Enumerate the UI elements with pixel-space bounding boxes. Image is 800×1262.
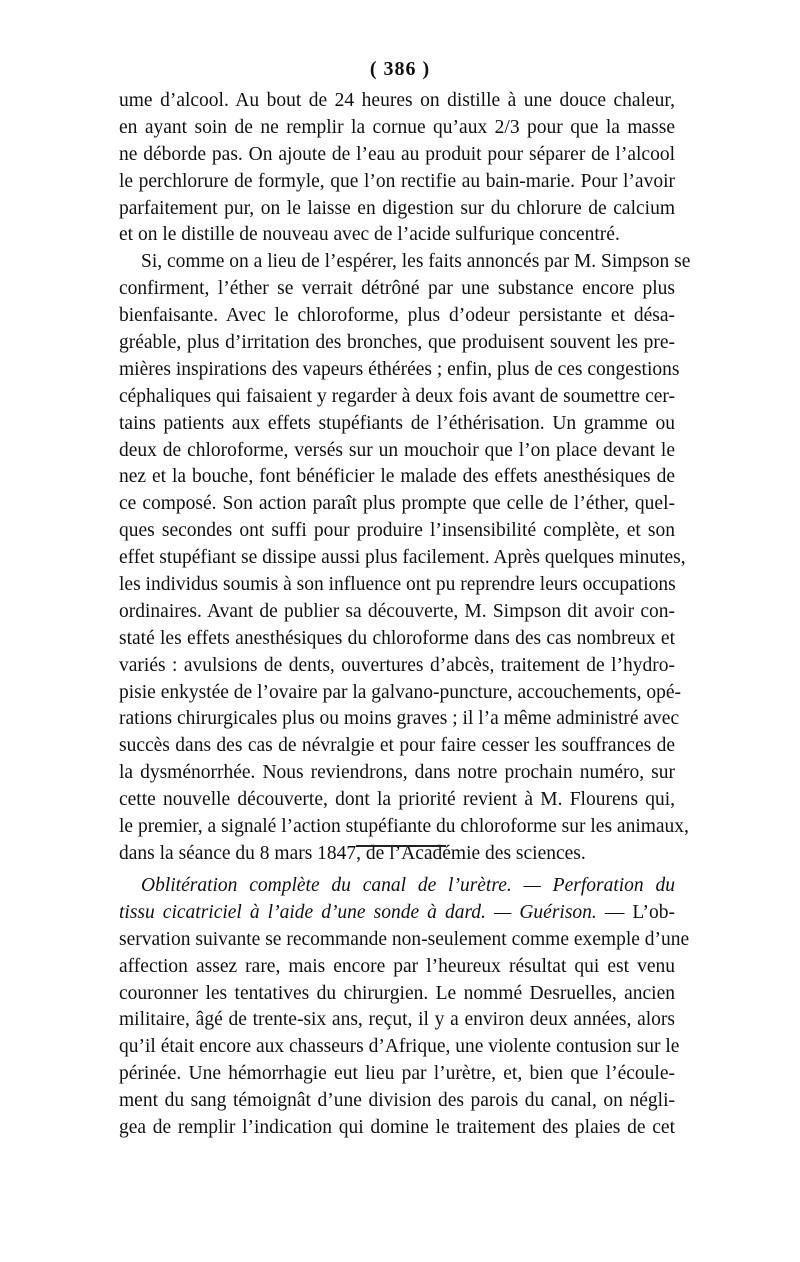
text-line: effet stupéfiant se dissipe aussi plus facilement. Après quelques minutes,	[119, 547, 686, 569]
text-line: le perchlorure de formyle, que l’on rectifie au bain-marie. Pour l’avoir	[119, 170, 675, 192]
section-divider	[356, 845, 446, 847]
text-line: pisie enkystée de l’ovaire par la galvano-puncture, accouchements, opé-	[119, 681, 682, 703]
text-line: affection assez rare, mais encore par l’heureux résultat qui est venu	[119, 955, 675, 977]
text-line: le premier, a signalé l’action stupéfiante du chloroforme sur les animaux,	[119, 816, 689, 838]
text-line: succès dans des cas de névralgie et pour faire cesser les souffrances de	[119, 735, 675, 757]
text-line: qu’il était encore aux chasseurs d’Afrique, une violente contusion sur le	[119, 1036, 680, 1058]
text-line: militaire, âgé de trente-six ans, reçut, il y a environ deux années, alors	[119, 1009, 675, 1031]
text-line: périnée. Une hémorrhagie eut lieu par l’urètre, et, bien que l’écoule-	[119, 1063, 675, 1085]
text-line: et on le distille de nouveau avec de l’acide sulfurique concentré.	[119, 224, 620, 246]
page-number: ( 386 )	[369, 58, 431, 80]
text-line: ment du sang témoignât d’une division des parois du canal, on négli-	[119, 1090, 675, 1112]
text-line: en ayant soin de ne remplir la cornue qu’aux 2/3 pour que la masse	[119, 116, 675, 138]
text-line: parfaitement pur, on le laisse en digestion sur du chlorure de calcium	[119, 197, 675, 219]
text-line: servation suivante se recommande non-seulement comme exemple d’une	[119, 928, 690, 950]
text-line: gréable, plus d’irritation des bronches, que produisent souvent les pre-	[119, 332, 675, 354]
text-line: gea de remplir l’indication qui domine le traitement des plaies de cet	[119, 1117, 675, 1139]
text-line: tains patients aux effets stupéfiants de l’éthérisation. Un gramme ou	[119, 412, 675, 434]
text-line: rations chirurgicales plus ou moins graves ; il l’a même administré avec	[119, 708, 680, 730]
section-title-line	[119, 900, 675, 927]
section-title-rest: — L’ob-	[596, 901, 675, 923]
text-line: ques secondes ont suffi pour produire l’insensibilité complète, et son	[119, 520, 675, 542]
section-title-italic: tissu cicatriciel à l’aide d’une sonde à dard. — Guérison.	[119, 901, 597, 923]
section-title-italic: Oblitération complète du canal de l’urètre. — Perforation du	[141, 875, 675, 896]
text-line: confirment, l’éther se verrait détrôné par une substance encore plus	[119, 278, 675, 300]
text-line: dans la séance du 8 mars 1847, de l’Académie des sciences.	[119, 842, 586, 864]
text-line: cette nouvelle découverte, dont la priorité revient à M. Flourens qui,	[119, 789, 675, 811]
text-line: bienfaisante. Avec le chloroforme, plus d’odeur persistante et désa-	[119, 305, 675, 327]
text-line: ne déborde pas. On ajoute de l’eau au produit pour séparer de l’alcool	[119, 143, 675, 165]
section-title-line	[119, 873, 675, 900]
text-line: ce composé. Son action paraît plus prompte que celle de l’éther, quel-	[119, 493, 675, 515]
text-line: staté les effets anesthésiques du chloroforme dans des cas nombreux et	[119, 627, 675, 649]
text-line: ume d’alcool. Au bout de 24 heures on distille à une douce chaleur,	[119, 90, 675, 111]
text-line: nez et la bouche, font bénéficier le malade des effets anesthésiques de	[119, 466, 675, 488]
paragraph-block-urethra	[119, 873, 690, 1142]
text-line: céphaliques qui faisaient y regarder à deux fois avant de soumettre cer-	[119, 385, 675, 407]
paragraph-block-chloroform	[119, 88, 691, 868]
text-line: ordinaires. Avant de publier sa découverte, M. Simpson dit avoir con-	[119, 600, 675, 622]
text-line: les individus soumis à son influence ont pu reprendre leurs occupations	[119, 574, 676, 596]
text-line: deux de chloroforme, versés sur un mouchoir que l’on place devant le	[119, 439, 675, 461]
text-line: couronner les tentatives du chirurgien. Le nommé Desruelles, ancien	[119, 982, 675, 1004]
text-line: mières inspirations des vapeurs éthérées ; enfin, plus de ces congestions	[119, 358, 680, 380]
text-line: Si, comme on a lieu de l’espérer, les faits annoncés par M. Simpson se	[141, 251, 691, 273]
text-line: variés : avulsions de dents, ouvertures d’abcès, traitement de l’hydro-	[119, 654, 675, 676]
text-line: la dysménorrhée. Nous reviendrons, dans notre prochain numéro, sur	[119, 762, 675, 784]
